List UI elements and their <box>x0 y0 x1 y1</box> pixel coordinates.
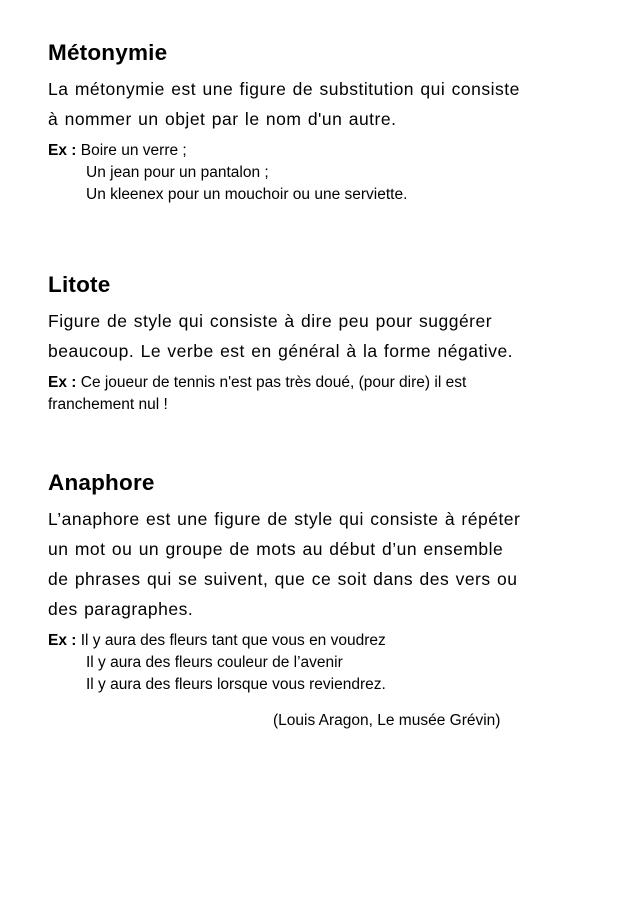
definition-line: La métonymie est une figure de substitution qui consiste <box>48 79 520 99</box>
definition-paragraph <box>48 74 608 134</box>
example-label: Ex : <box>48 142 77 159</box>
definition-line: L’anaphore est une figure de style qui consiste à répéter <box>48 509 521 529</box>
section-title: Métonymie <box>48 40 168 65</box>
example-text: Ce joueur de tennis n'est pas très doué, (pour dire) il est <box>76 374 467 391</box>
definition-line: des paragraphes. <box>48 599 194 619</box>
example-label: Ex : <box>48 374 77 391</box>
example-label: Ex : <box>48 632 77 649</box>
definition-line: beaucoup. Le verbe est en général à la forme négative. <box>48 341 514 361</box>
example-line: Un jean pour un pantalon ; <box>86 164 269 181</box>
section-title: Litote <box>48 272 111 297</box>
example-line: Il y aura des fleurs couleur de l’avenir <box>86 654 343 671</box>
example-text: Boire un verre ; <box>76 142 187 159</box>
example-line <box>48 140 608 162</box>
definition-line: de phrases qui se suivent, que ce soit dans des vers ou <box>48 569 518 589</box>
example-block <box>48 140 608 206</box>
example-line: Un kleenex pour un mouchoir ou une serviette. <box>86 186 408 203</box>
example-block <box>48 372 608 416</box>
section-anaphore <box>48 468 608 732</box>
definition-line: un mot ou un groupe de mots au début d’un ensemble <box>48 539 504 559</box>
definition-line: Figure de style qui consiste à dire peu pour suggérer <box>48 311 493 331</box>
example-line: franchement nul ! <box>48 396 168 413</box>
definition-paragraph <box>48 504 608 624</box>
example-line: Il y aura des fleurs lorsque vous reviendrez. <box>86 676 386 693</box>
attribution: (Louis Aragon, Le musée Grévin) <box>273 712 501 729</box>
definition-line: à nommer un objet par le nom d'un autre. <box>48 109 397 129</box>
example-text: Il y aura des fleurs tant que vous en voudrez <box>76 632 386 649</box>
example-line <box>48 630 608 652</box>
section-litote <box>48 270 608 416</box>
section-metonymie <box>48 38 608 206</box>
example-line <box>48 372 608 394</box>
example-block <box>48 630 608 696</box>
section-title: Anaphore <box>48 470 155 495</box>
definition-paragraph <box>48 306 608 366</box>
